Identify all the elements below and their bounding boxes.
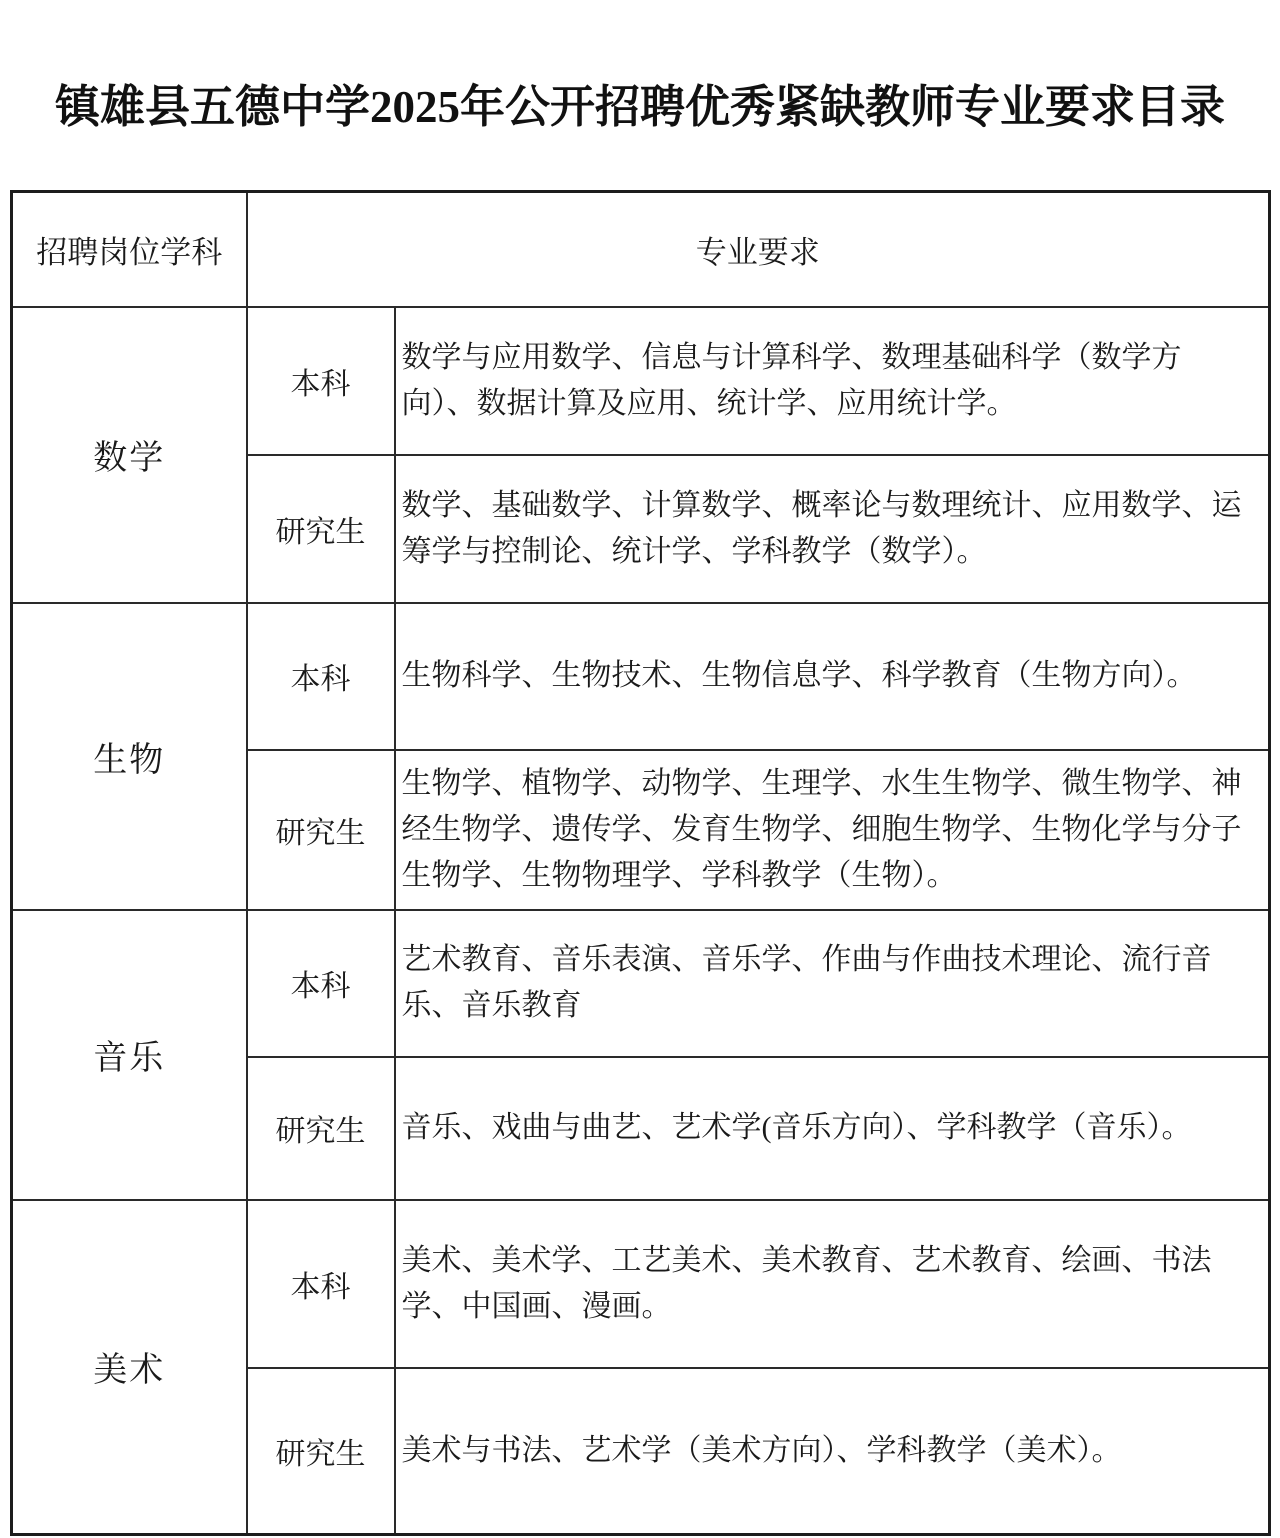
subject-column-header: 招聘岗位学科 [12, 192, 247, 307]
requirements-table [10, 190, 1271, 1536]
level-cell-music-undergrad: 本科 [247, 910, 395, 1057]
level-cell-biology-graduate: 研究生 [247, 750, 395, 910]
table-header-row [12, 192, 1270, 307]
level-cell-art-undergrad: 本科 [247, 1200, 395, 1368]
table-row [12, 307, 1270, 455]
level-cell-math-undergrad: 本科 [247, 307, 395, 455]
requirements-cell-music-graduate: 音乐、戏曲与曲艺、艺术学(音乐方向）、学科教学（音乐）。 [395, 1057, 1270, 1200]
level-cell-music-graduate: 研究生 [247, 1057, 395, 1200]
page-title: 镇雄县五德中学2025年公开招聘优秀紧缺教师专业要求目录 [54, 82, 1225, 132]
requirements-cell-math-undergrad: 数学与应用数学、信息与计算科学、数理基础科学（数学方向）、数据计算及应用、统计学、应用统计学。 [395, 307, 1270, 455]
subject-cell-biology: 生物 [12, 603, 247, 910]
subject-cell-art: 美术 [12, 1200, 247, 1535]
subject-cell-music: 音乐 [12, 910, 247, 1200]
requirements-column-header: 专业要求 [247, 192, 1270, 307]
requirements-cell-math-graduate: 数学、基础数学、计算数学、概率论与数理统计、应用数学、运筹学与控制论、统计学、学科教学（数学）。 [395, 455, 1270, 603]
table-row [12, 910, 1270, 1057]
requirements-cell-biology-graduate: 生物学、植物学、动物学、生理学、水生生物学、微生物学、神经生物学、遗传学、发育生物学、细胞生物学、生物化学与分子生物学、生物物理学、学科教学（生物）。 [395, 750, 1270, 910]
table-row [12, 1200, 1270, 1368]
requirements-cell-art-undergrad: 美术、美术学、工艺美术、美术教育、艺术教育、绘画、书法学、中国画、漫画。 [395, 1200, 1270, 1368]
level-cell-biology-undergrad: 本科 [247, 603, 395, 750]
requirements-cell-biology-undergrad: 生物科学、生物技术、生物信息学、科学教育（生物方向）。 [395, 603, 1270, 750]
subject-cell-math: 数学 [12, 307, 247, 603]
table-row [12, 603, 1270, 750]
level-cell-math-graduate: 研究生 [247, 455, 395, 603]
level-cell-art-graduate: 研究生 [247, 1368, 395, 1535]
requirements-cell-music-undergrad: 艺术教育、音乐表演、音乐学、作曲与作曲技术理论、流行音乐、音乐教育 [395, 910, 1270, 1057]
requirements-cell-art-graduate: 美术与书法、艺术学（美术方向）、学科教学（美术）。 [395, 1368, 1270, 1535]
